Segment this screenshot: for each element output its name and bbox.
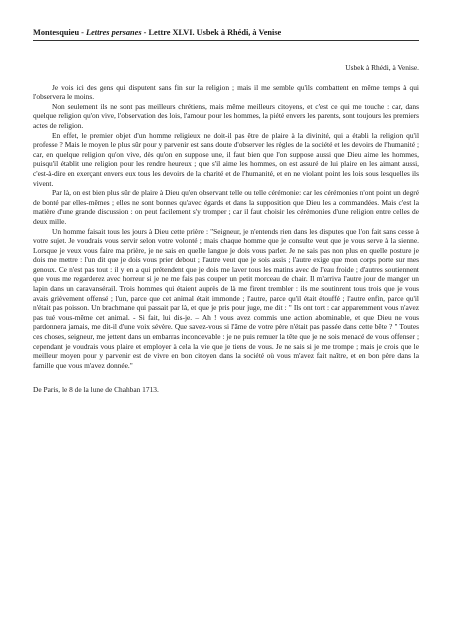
- header-letter-title: - Lettre XLVI. Usbek à Rhédi, à Venise: [141, 28, 282, 37]
- header-work-title: Lettres persanes: [86, 28, 142, 37]
- paragraph: Un homme faisait tous les jours à Dieu cette prière : "Seigneur, je n'entends rien dans les disputes que l'on fait sans cesse à votre sujet. Je voudrais vous servir selon votre volonté ; mais chaque homme que je consulte veut que je vous serve à la sienne. Lorsque je veux vous faire ma prière, je ne sais en quelle langue je dois vous parler. Je ne sais pas non plus en quelle posture je dois me mettre : l'un dit que je dois vous prier debout ; l'autre veut que je sois assis ; l'autre exige que mon corps porte sur mes genoux. Ce n'est pas tout : il y en a qui prétendent que je dois me laver tous les matins avec de l'eau froide ; d'autres soutiennent que vous me regarderez avec horreur si je ne me fais pas couper un petit morceau de chair. Il m'arriva l'autre jour de manger un lapin dans un caravansérail. Trois hommes qui étaient auprès de là me firent trembler : ils me soutinrent tous trois que je vous avais grièvement offensé ; l'un, parce que cet animal était immonde ; l'autre, parce qu'il était étouffé ; l'autre enfin, parce qu'il n'était pas poisson. Un brachmane qui passait par là, et que je pris pour juge, me dit : " Ils ont tort : car apparemment vous n'avez pas tué vous-même cet animal. - Si fait, lui dis-je. – Ah ! vous avez commis une action abominable, et que Dieu ne vous pardonnera jamais, me dit-il d'une voix sévère. Que savez-vous si l'âme de votre père n'était pas passée dans cette bête ? " Toutes ces choses, seigneur, me jettent dans un embarras inconcevable : je ne puis remuer la tête que je ne sois menacé de vous offenser ; cependant je voudrais vous plaire et employer à cela la vie que je tiens de vous. Je ne sais si je me trompe ; mais je crois que le meilleur moyen pour y parvenir est de vivre en bon citoyen dans la société où vous m'avez fait naître, et en bon père dans la famille que vous m'avez donnée.": [33, 226, 419, 370]
- document-header: [33, 28, 419, 41]
- paragraph: Par là, on est bien plus sûr de plaire à Dieu qu'en observant telle ou telle cérémonie: car les cérémonies n'ont point un degré de bonté par elles-mêmes ; elles ne sont bonnes qu'avec égards et dans la supposition que Dieu les a commandées. Mais c'est la matière d'une grande discussion : on peut facilement s'y tromper ; car il faut choisir les cérémonies d'une religion entre celles de deux mille.: [33, 188, 419, 226]
- paragraph: Non seulement ils ne sont pas meilleurs chrétiens, mais même meilleurs citoyens, et c'est ce qui me touche : car, dans quelque religion qu'on vive, l'observation des lois, l'amour pour les hommes, la piété envers les parents, sont toujours les premiers actes de religion.: [33, 101, 419, 130]
- header-author: Montesquieu -: [33, 28, 87, 37]
- document-page: [33, 28, 419, 395]
- letter-closing: De Paris, le 8 de la lune de Chahban 1713.: [33, 385, 159, 395]
- letter-body: [33, 83, 419, 371]
- paragraph: En effet, le premier objet d'un homme religieux ne doit-il pas être de plaire à la divinité, qui a établi la religion qu'il professe ? Mais le moyen le plus sûr pour y parvenir est sans doute d'observer les règles de la société et les devoirs de l'humanité ; car, en quelque religion qu'on vive, dès qu'on en suppose une, il faut bien que l'on suppose aussi que Dieu aime les hommes, puisqu'il établit une religion pour les rendre heureux ; que s'il aime les hommes, on est assuré de lui plaire en les aimant aussi, c'est-à-dire en exerçant envers eux tous les devoirs de la charité et de l'humanité, et en ne violant point les lois sous lesquelles ils vivent.: [33, 130, 419, 188]
- paragraph: Je vois ici des gens qui disputent sans fin sur la religion ; mais il me semble qu'ils combattent en même temps à qui l'observera le moins.: [33, 82, 419, 102]
- letter-salutation: Usbek à Rhédi, à Venise.: [345, 63, 419, 72]
